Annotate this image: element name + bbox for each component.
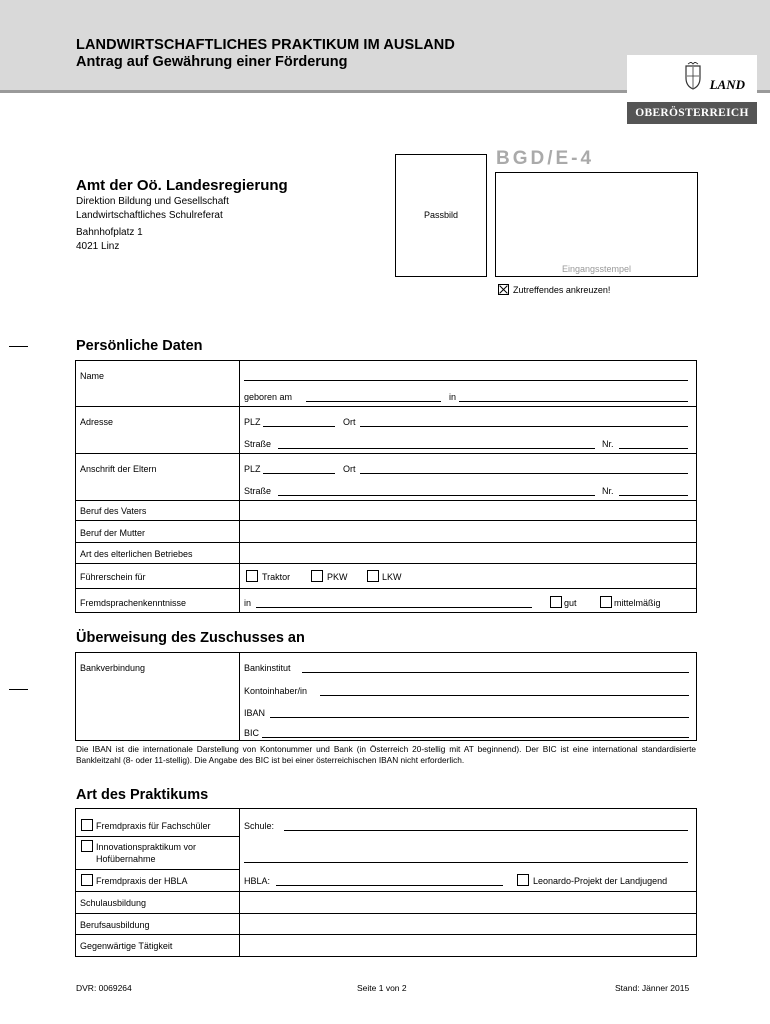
logo-name: OBERÖSTERREICH (627, 102, 757, 124)
table-row-divider (76, 588, 696, 589)
coat-of-arms-icon (683, 62, 703, 90)
footer-date: Stand: Jänner 2015 (615, 983, 690, 993)
page-subtitle: Antrag auf Gewährung einer Förderung (76, 54, 348, 70)
receipt-stamp-box (495, 172, 698, 277)
table-row-divider (76, 500, 696, 501)
table-row-divider (76, 934, 696, 935)
leonardo-checkbox[interactable] (517, 874, 529, 886)
section-personal: Persönliche Daten (76, 338, 203, 354)
hbla-label: HBLA: (244, 876, 271, 886)
parents-address-label: Anschrift der Eltern (80, 464, 157, 474)
account-holder-input[interactable] (320, 695, 689, 696)
column-divider (239, 653, 240, 740)
footer-page-number: Seite 1 von 2 (357, 983, 407, 993)
mother-job-label: Beruf der Mutter (80, 528, 146, 538)
leonardo-label: Leonardo-Projekt der Landjugend (533, 876, 668, 886)
table-row-divider (76, 520, 696, 521)
office-line: Bahnhofplatz 1 (76, 227, 143, 238)
bank-label: Bankverbindung (80, 663, 146, 673)
bank-institute-label: Bankinstitut (244, 663, 291, 673)
truck-checkbox[interactable] (367, 570, 379, 582)
practice-innovation-label: Innovationspraktikum vor (96, 842, 197, 852)
school-input[interactable] (284, 830, 688, 831)
languages-label: Fremdsprachenkenntnisse (80, 598, 187, 608)
car-checkbox[interactable] (311, 570, 323, 582)
table-row-divider (76, 542, 696, 543)
house-number-label: Nr. (602, 439, 614, 449)
practice-innovation-checkbox[interactable] (81, 840, 93, 852)
table-row-divider (76, 891, 696, 892)
street-input[interactable] (278, 448, 595, 449)
language-input[interactable] (256, 607, 532, 608)
check-hint (498, 284, 610, 295)
land-logo (627, 55, 757, 124)
page-title: LANDWIRTSCHAFTLICHES PRAKTIKUM IM AUSLAND (76, 37, 455, 53)
practice-student-checkbox[interactable] (81, 819, 93, 831)
parents-street-label: Straße (244, 486, 272, 496)
column-divider (239, 361, 240, 612)
car-label: PKW (327, 572, 348, 582)
birthdate-input[interactable] (306, 401, 441, 402)
parents-city-input[interactable] (360, 473, 688, 474)
table-row-divider (76, 563, 696, 564)
section-practice: Art des Praktikums (76, 787, 209, 803)
tractor-checkbox[interactable] (246, 570, 258, 582)
bic-label: BIC (244, 728, 260, 738)
section-bank: Überweisung des Zuschusses an (76, 630, 305, 646)
table-row-divider (76, 869, 239, 870)
office-line: 4021 Linz (76, 241, 120, 252)
schooling-label: Schulausbildung (80, 898, 147, 908)
stamp-label: Eingangsstempel (561, 264, 632, 274)
hbla-input[interactable] (276, 885, 503, 886)
tractor-label: Traktor (262, 572, 291, 582)
passport-photo-label: Passbild (423, 210, 459, 220)
language-in-label: in (244, 598, 252, 608)
practice-table (75, 808, 697, 957)
office-line: Landwirtschaftliches Schulreferat (76, 210, 223, 221)
father-job-label: Beruf des Vaters (80, 506, 147, 516)
birthplace-input[interactable] (459, 401, 688, 402)
bank-table (75, 652, 697, 741)
iban-label: IBAN (244, 708, 266, 718)
birthplace-label: in (449, 392, 457, 402)
language-medium-checkbox[interactable] (600, 596, 612, 608)
current-activity-label: Gegenwärtige Tätigkeit (80, 941, 173, 951)
table-row-divider (76, 453, 696, 454)
plz-input[interactable] (263, 426, 335, 427)
office-line: Direktion Bildung und Gesellschaft (76, 196, 229, 207)
street-label: Straße (244, 439, 272, 449)
language-good-label: gut (564, 598, 577, 608)
vocational-label: Berufsausbildung (80, 920, 150, 930)
school-label: Schule: (244, 821, 275, 831)
language-good-checkbox[interactable] (550, 596, 562, 608)
iban-note: Die IBAN ist die internationale Darstellung von Kontonummer und Bank (in Österreich 20-stellig mit AT beginnend). Der BIC ist eine international standardisierte Bankleitzahl (8- oder 11-stellig). Die Angabe des BIC ist bei einer österreichischen IBAN nicht erforderlich. (76, 744, 696, 765)
practice-hbla-label: Fremdpraxis der HBLA (96, 876, 188, 886)
logo-land-text: LAND (709, 77, 745, 92)
parents-house-number-input[interactable] (619, 495, 688, 496)
plz-label: PLZ (244, 417, 261, 427)
practice-innovation-label-2: Hofübernahme (96, 854, 156, 864)
name-label: Name (80, 371, 105, 381)
language-medium-label: mittelmäßig (614, 598, 661, 608)
parents-house-number-label: Nr. (602, 486, 614, 496)
form-code: BGD/E-4 (496, 148, 595, 169)
city-input[interactable] (360, 426, 688, 427)
practice-hbla-checkbox[interactable] (81, 874, 93, 886)
practice-student-label: Fremdpraxis für Fachschüler (96, 821, 211, 831)
table-row-divider (76, 406, 696, 407)
fold-mark (9, 346, 28, 347)
parents-city-label: Ort (343, 464, 356, 474)
office-title: Amt der Oö. Landesregierung (76, 177, 288, 194)
born-label: geboren am (244, 392, 293, 402)
personal-table (75, 360, 697, 613)
farm-type-label: Art des elterlichen Betriebes (80, 549, 193, 559)
check-hint-text: Zutreffendes ankreuzen! (513, 284, 611, 295)
table-row-divider (76, 836, 239, 837)
footer-dvr: DVR: 0069264 (76, 983, 132, 993)
crossed-checkbox-icon (498, 284, 509, 295)
city-label: Ort (343, 417, 356, 427)
parents-plz-input[interactable] (263, 473, 335, 474)
name-input[interactable] (244, 380, 688, 381)
parents-street-input[interactable] (278, 495, 595, 496)
school-input-2[interactable] (244, 862, 688, 863)
account-holder-label: Kontoinhaber/in (244, 686, 308, 696)
fold-mark (9, 689, 28, 690)
table-row-divider (76, 913, 696, 914)
passport-photo-box[interactable] (395, 154, 487, 277)
house-number-input[interactable] (619, 448, 688, 449)
bank-institute-input[interactable] (302, 672, 689, 673)
license-label: Führerschein für (80, 572, 146, 582)
truck-label: LKW (382, 572, 402, 582)
address-label: Adresse (80, 417, 114, 427)
iban-input[interactable] (270, 717, 689, 718)
bic-input[interactable] (262, 737, 689, 738)
parents-plz-label: PLZ (244, 464, 261, 474)
